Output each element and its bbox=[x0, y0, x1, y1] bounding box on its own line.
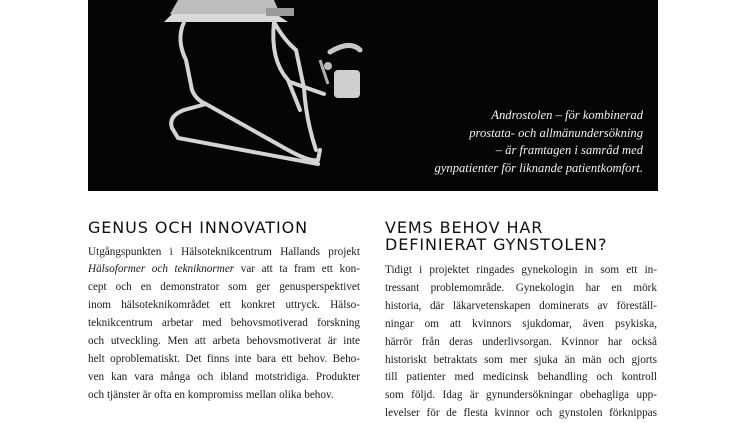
text-line: levelser för de flesta kvinnor och gynstolen förknippas bbox=[385, 407, 657, 420]
body-text-left bbox=[88, 244, 360, 405]
text-line: härrör från deras underlivsorgan. Kvinnor har också bbox=[385, 335, 657, 348]
text-line: till patienter med medicinsk behandling och kontroll bbox=[385, 371, 657, 384]
text-line: tressant problemområde. Gynekologin har en mörk bbox=[385, 281, 657, 294]
photo-caption bbox=[343, 107, 643, 177]
chair-frame-shape bbox=[171, 22, 324, 164]
text-line: cept och en demonstrator som ger genusperspektivet bbox=[88, 281, 360, 294]
text-line: ven kan vara många och ibland motstridiga. Produkter bbox=[88, 370, 360, 383]
text-line: Tidigt i projektet ringades gynekologin in som ett in- bbox=[385, 264, 657, 276]
caption-line: gynpatienter för liknande patientkomfort. bbox=[434, 160, 643, 175]
heading-line: DEFINIERAT GYNSTOLEN? bbox=[385, 234, 608, 254]
text-line: och utveckling. Men att arbeta behovsmotiverat är inte bbox=[88, 335, 360, 348]
text-line: Utgångspunkten i Hälsoteknikcentrum Hallands projekt bbox=[88, 245, 360, 258]
chair-seat-top-shape bbox=[170, 0, 280, 14]
caption-line: prostata- och allmänundersökning bbox=[469, 125, 643, 140]
text-line: historiskt betraktats som mer sjuka än män och gjorts bbox=[385, 353, 657, 366]
caption-line: – är framtagen i samråd med bbox=[495, 143, 643, 157]
heading-line: VEMS BEHOV HAR bbox=[385, 218, 544, 237]
text-line: som följd. Idag är gynundersökningar obehagliga upp- bbox=[385, 389, 657, 402]
text-line: historia, där läkarvetenskapen dominerats av föreställ- bbox=[385, 299, 657, 312]
italic-project-name: Hälsoformer och tekniknormer bbox=[88, 263, 235, 276]
text-line: och tjänster är ofta en kompromiss mellan olika behov. bbox=[88, 388, 334, 401]
text-line: inom hälsoteknikområdet ett konkret uttryck. Hälso- bbox=[88, 299, 360, 312]
text-line: ningar om att kvinnors sjukdomar, även psykiska, bbox=[385, 317, 657, 330]
text-line-rest: var att ta fram ett kon- bbox=[234, 263, 360, 276]
text-line: helt oproblematiskt. Det finns inte bara ett behov. Beho- bbox=[88, 352, 360, 365]
left-column bbox=[88, 220, 360, 405]
body-text-right bbox=[385, 262, 657, 423]
caption-line: Androstolen – för kombinerad bbox=[491, 108, 643, 122]
text-line-with-italic bbox=[88, 261, 360, 279]
chair-stirrup-shape bbox=[320, 45, 360, 98]
right-column bbox=[385, 220, 657, 423]
chair-seat-end-shape bbox=[266, 8, 294, 16]
chair-photo bbox=[88, 0, 658, 191]
section-heading-gynstolen bbox=[385, 220, 657, 253]
text-line: teknikcentrum arbetar med behovsmotiverad forskning bbox=[88, 317, 360, 330]
section-heading-genus: GENUS OCH INNOVATION bbox=[88, 218, 308, 237]
